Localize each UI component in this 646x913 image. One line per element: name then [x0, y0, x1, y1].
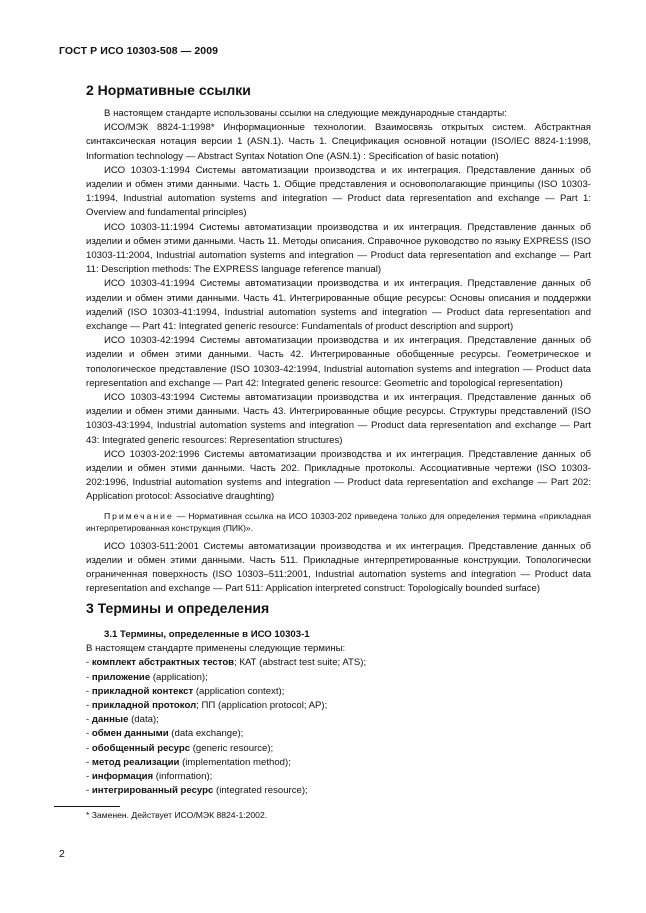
- term-name: обмен данными: [91, 728, 169, 740]
- term-rest: (implementation method);: [179, 756, 291, 768]
- list-dash: -: [86, 714, 92, 726]
- footnote-divider: [54, 806, 120, 807]
- reference-item: ИСО/МЭК 8824-1:1998* Информационные технологии. Взаимосвязь открытых систем. Абстрактная синтаксическая нотация версии 1 (ASN.1). Часть 1. Спецификация основной нотации (ISO/IEC 8824-1:1998, Information technology — Abstract Syntax Notation One (ASN.1) : Specification of basic notation): [86, 122, 591, 162]
- reference-item: ИСО 10303-511:2001 Системы автоматизации производства и их интеграция. Представление данных об изделии и обмен этими данными. Часть 511. Прикладные интерпретированные конструкции. Топологически ограниченная поверхность (ISO 10303–511:2001, Industrial automation systems and integration — Product data representation and exchange — Part 511: Application interpreted construct: Topologically bounded surface): [86, 540, 591, 595]
- list-dash: -: [86, 700, 92, 712]
- term-rest: (data);: [128, 714, 159, 726]
- term-name: комплект абстрактных тестов: [91, 657, 235, 669]
- list-dash: -: [86, 728, 92, 740]
- term-rest: (generic resource);: [190, 742, 274, 754]
- section-heading-normative-references: 2 Нормативные ссылки: [86, 82, 251, 98]
- reference-item: ИСО 10303-41:1994 Системы автоматизации производства и их интеграция. Представление данных об изделии и обмен этими данными. Часть 41. Интегрированные общие ресурсы: Основы описания и поддержки изделий (ISO 10303-41:1994, Industrial automation systems and integration — Product data representation and exchange — Part 41: Integrated generic resource: Fundamentals of product description and support): [86, 278, 591, 333]
- list-item: [86, 756, 591, 770]
- terms-body: [86, 628, 591, 798]
- list-item: [86, 742, 591, 756]
- reference-item: ИСО 10303-202:1996 Системы автоматизации производства и их интеграция. Представление данных об изделии и обмен этими данными. Часть 202. Прикладные протоколы. Ассоциативные чертежи (ISO 10303-202:1996, Industrial automation systems and integration — Product data representation and exchange — Part 202: Application protocol: Associative draughting): [86, 448, 591, 503]
- list-dash: -: [86, 671, 92, 683]
- list-item: [86, 770, 591, 784]
- list-dash: -: [86, 685, 92, 697]
- list-item: [86, 713, 591, 727]
- term-name: приложение: [91, 671, 151, 683]
- list-item: [86, 685, 591, 699]
- reference-item: ИСО 10303-1:1994 Системы автоматизации производства и их интеграция. Представление данных об изделии и обмен этими данными. Часть 1. Общие представления и основополагающие принципы (ISO 10303-1:1994, Industrial automation systems and integration — Product data representation and exchange — Part 1: Overview and fundamental principles): [86, 164, 591, 219]
- term-name: информация: [91, 771, 154, 783]
- list-dash: -: [86, 785, 92, 797]
- term-rest: (application context);: [193, 685, 285, 697]
- reference-item: ИСО 10303-43:1994 Системы автоматизации производства и их интеграция. Представление данных об изделии и обмен этими данными. Часть 43. Интегрированные общие ресурсы. Структуры представлений (ISO 10303-43:1994, Industrial automation systems and integration — Product data representation and exchange — Part 43: Integrated generic resources: Representation structures): [86, 392, 591, 446]
- list-item: [86, 784, 591, 798]
- term-name: интегрированный ресурс: [91, 785, 214, 797]
- list-item: [86, 727, 591, 741]
- term-rest: (application);: [150, 671, 208, 683]
- term-rest: (integrated resource);: [213, 785, 308, 797]
- term-rest: (information);: [153, 771, 213, 783]
- list-dash: -: [86, 771, 92, 783]
- term-rest: ; КАТ (abstract test suite; ATS);: [234, 657, 367, 669]
- list-dash: -: [86, 657, 92, 669]
- list-item: [86, 656, 591, 670]
- page-number: 2: [59, 848, 65, 860]
- footnote: * Заменен. Действует ИСО/МЭК 8824-1:2002.: [86, 810, 268, 820]
- list-item: [86, 699, 591, 713]
- normative-references-intro: В настоящем стандарте использованы ссылки на следующие международные стандарты:: [104, 108, 507, 119]
- note: [86, 510, 591, 535]
- term-name: прикладной контекст: [91, 685, 194, 697]
- section-heading-terms-definitions: 3 Термины и определения: [86, 600, 270, 616]
- note-label: Примечание: [104, 510, 174, 521]
- term-name: прикладной протокол: [91, 700, 197, 712]
- normative-references-body: [86, 107, 591, 597]
- term-name: данные: [91, 714, 129, 726]
- term-name: обобщенный ресурс: [91, 742, 191, 754]
- term-rest: (data exchange);: [168, 728, 244, 740]
- terms-list: [86, 656, 591, 798]
- list-dash: -: [86, 756, 92, 768]
- reference-item: ИСО 10303-42:1994 Системы автоматизации производства и их интеграция. Представление данных об изделии и обмен этими данными. Часть 42. Интегрированные обобщенные ресурсы. Геометрическое и топологическое представление (ISO 10303-42:1994, Industrial automation systems and integration — Product data representation and exchange — Part 42: Integrated generic resource: Geometric and topological representation): [86, 335, 591, 389]
- term-name: метод реализации: [91, 756, 180, 768]
- document-header: ГОСТ Р ИСО 10303-508 — 2009: [59, 45, 219, 57]
- list-item: [86, 671, 591, 685]
- note-text: — Нормативная ссылка на ИСО 10303-202 приведена только для определения термина «прикладная интерпретированная конструкция (ПИК)».: [86, 510, 591, 534]
- list-dash: -: [86, 742, 92, 754]
- terms-intro: В настоящем стандарте применены следующие термины:: [86, 643, 346, 655]
- term-rest: ; ПП (application protocol; AP);: [196, 700, 328, 712]
- reference-item: ИСО 10303-11:1994 Системы автоматизации производства и их интеграция. Представление данных об изделии и обмен этими данными. Часть 11. Методы описания. Справочное руководство по языку EXPRESS (ISO 10303-11:2004, Industrial automation systems and integration — Product data representation and exchange — Part 11: Description methods: The EXPRESS language reference manual): [86, 221, 591, 276]
- subsection-heading: 3.1 Термины, определенные в ИСО 10303-1: [104, 629, 310, 640]
